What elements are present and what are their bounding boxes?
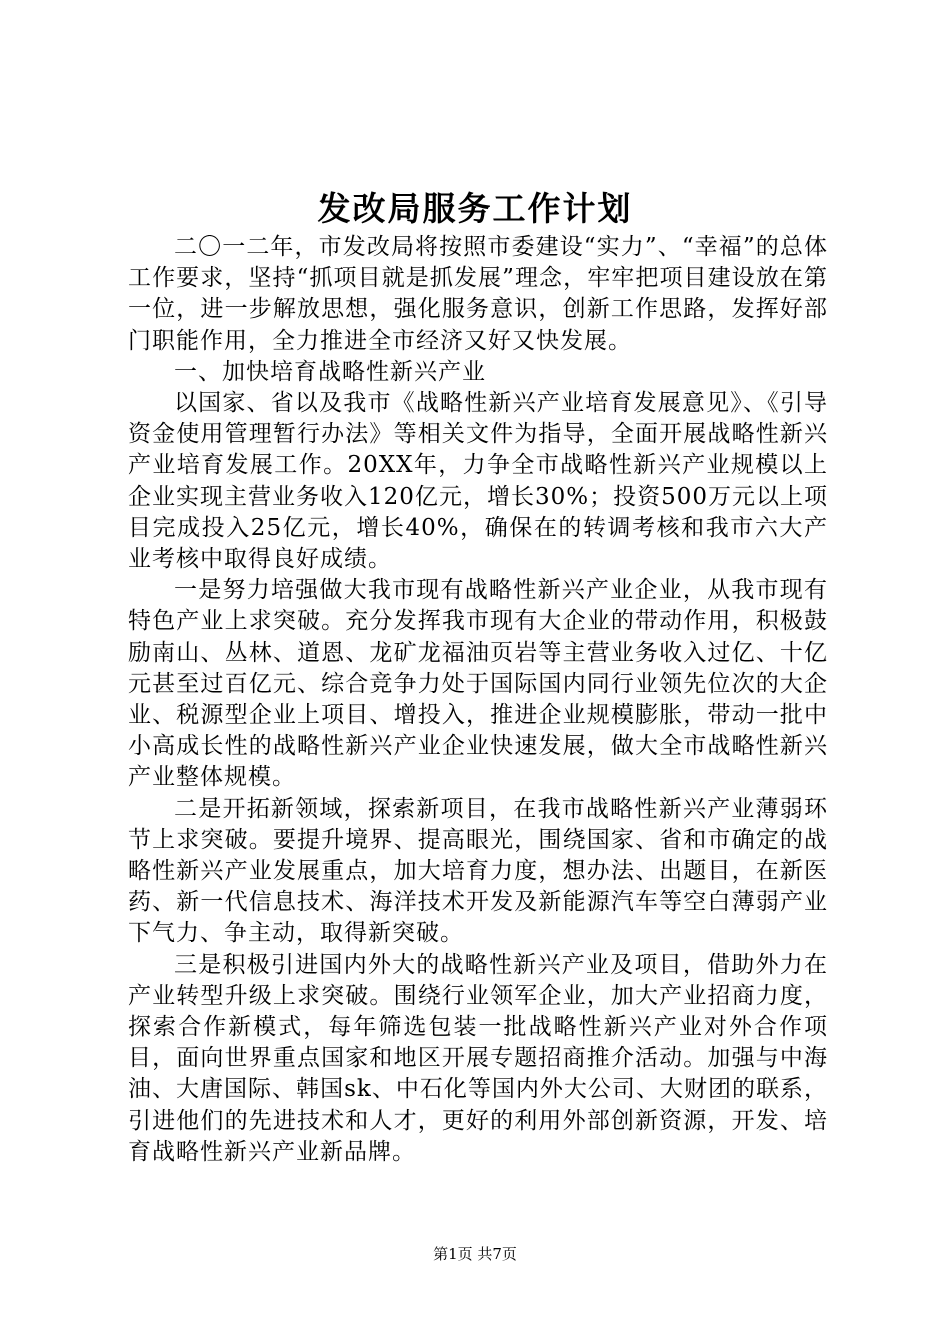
document-body [128,232,828,1168]
section-heading-1: 一、加快培育战略性新兴产业 [174,358,486,385]
paragraph-section-1-intro: 以国家、省以及我市《战略性新兴产业培育发展意见》、《引导资金使用管理暂行办法》等相关文件为指导，全面开展战略性新兴产业培育发展工作。20XX年，力争全市战略性新兴产业规模以上企业实现主营业务收入120亿元，增长30%；投资500万元以上项目完成投入25亿元，增长40%，确保在的转调考核和我市六大产业考核中取得良好成绩。 [128,390,828,573]
paragraph-point-1: 一是努力培强做大我市现有战略性新兴产业企业，从我市现有特色产业上求突破。充分发挥我市现有大企业的带动作用，积极鼓励南山、丛林、道恩、龙矿龙福油页岩等主营业务收入过亿、十亿元甚至过百亿元、综合竞争力处于国际国内同行业领先位次的大企业、税源型企业上项目、增投入，推进企业规模膨胀，带动一批中小高成长性的战略性新兴产业企业快速发展，做大全市战略性新兴产业整体规模。 [128,577,828,791]
paragraph-point-3: 三是积极引进国内外大的战略性新兴产业及项目，借助外力在产业转型升级上求突破。围绕行业领军企业，加大产业招商力度，探索合作新模式，每年筛选包装一批战略性新兴产业对外合作项目，面向世界重点国家和地区开展专题招商推介活动。加强与中海油、大唐国际、韩国sk、中石化等国内外大公司、大财团的联系，引进他们的先进技术和人才，更好的利用外部创新资源，开发、培育战略性新兴产业新品牌。 [128,951,828,1165]
paragraph-point-2: 二是开拓新领域，探索新项目，在我市战略性新兴产业薄弱环节上求突破。要提升境界、提高眼光，围绕国家、省和市确定的战略性新兴产业发展重点，加大培育力度，想办法、出题目，在新医药、新一代信息技术、海洋技术开发及新能源汽车等空白薄弱产业下气力、争主动，取得新突破。 [128,795,828,947]
paragraph-intro: 二〇一二年，市发改局将按照市委建设“实力”、“幸福”的总体工作要求，坚持“抓项目就是抓发展”理念，牢牢把项目建设放在第一位，进一步解放思想，强化服务意识，创新工作思路，发挥好部门职能作用，全力推进全市经济又好又快发展。 [128,234,828,354]
page-title: 发改局服务工作计划 [317,189,633,228]
page-number-footer: 第1页 共7页 [433,1245,517,1263]
